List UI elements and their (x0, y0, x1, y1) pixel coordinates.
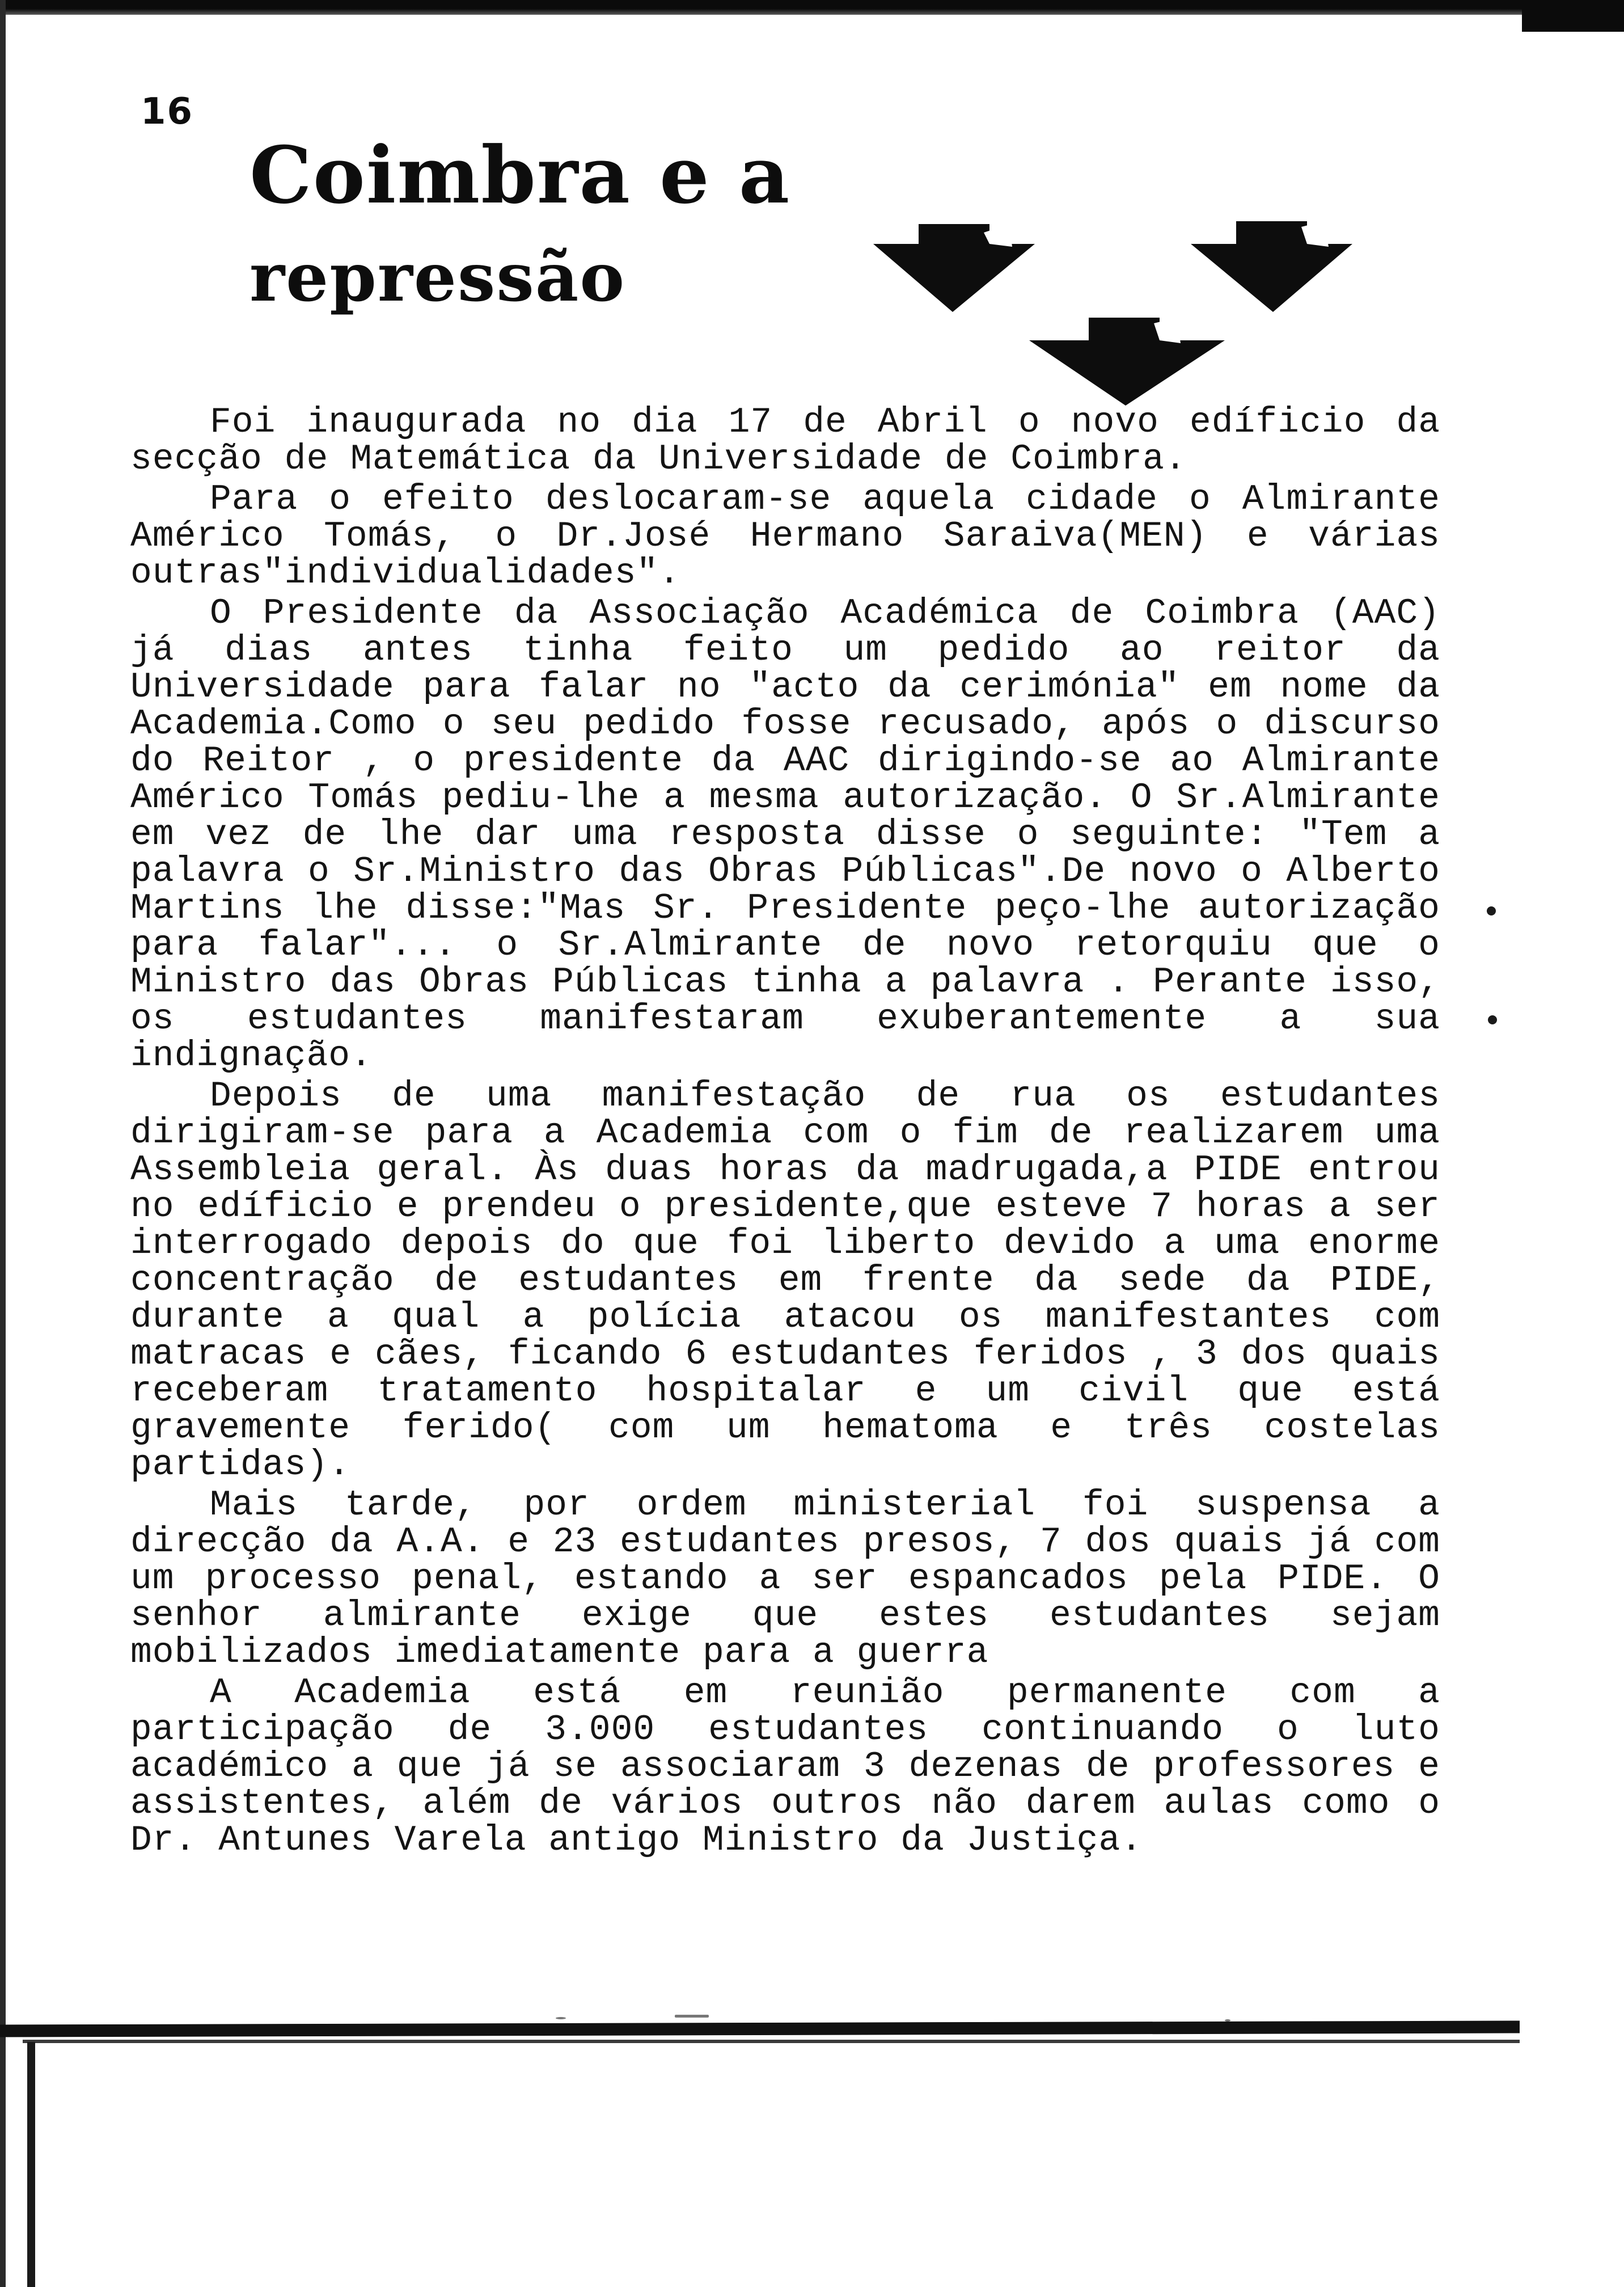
scan-border-top (0, 0, 1624, 15)
paragraph: Para o efeito deslocaram-se aquela cidade o Almirante Américo Tomás, o Dr.José Hermano Saraiva(MEN) e várias outras"individualidades". (130, 479, 1440, 593)
bottom-rule (0, 2020, 1520, 2037)
downward-arrow-icon (1188, 218, 1358, 318)
title-line-1: Coimbra e a (249, 129, 791, 221)
scan-border-bottom-left (27, 2042, 35, 2287)
paragraph: Foi inaugurada no dia 17 de Abril o novo edíficio da secção de Matemática da Universidade de Coimbra. (130, 402, 1440, 479)
bottom-rule-shadow (23, 2040, 1520, 2043)
article-title (249, 129, 791, 317)
page-number: 16 (141, 91, 194, 133)
margin-dot (1488, 1015, 1497, 1024)
downward-arrow-icon (868, 221, 1038, 318)
scan-speck (556, 2017, 566, 2019)
title-line-2: repressão (249, 238, 626, 317)
paragraph: A Academia está em reunião permanente com a participação de 3.000 estudantes continuando o luto académico a que já se associaram 3 dezenas de professores e assistentes, além de vários outros não darem aulas como o Dr. Antunes Varela antigo Ministro da Justiça. (130, 1673, 1440, 1860)
scan-speck (675, 2015, 709, 2018)
paragraph: O Presidente da Associação Académica de Coimbra (AAC) já dias antes tinha feito um pedido ao reitor da Universidade para falar no "acto da cerimónia" em nome da Academia.Como o seu pedido fosse recusado, após o discurso do Reitor , o presidente da AAC dirigindo-se ao Almirante Américo Tomás pediu-lhe a mesma autorização. O Sr.Almirante em vez de lhe dar uma resposta disse o seguinte: "Tem a palavra o Sr.Ministro das Obras Públicas".De novo o Alberto Martins lhe disse:"Mas Sr. Presidente peço-lhe autorização para falar"... o Sr.Almirante de novo retorquiu que o Ministro das Obras Públicas tinha a palavra . Perante isso, os estudantes manifestaram exuberantemente a sua indignação. (130, 593, 1440, 1076)
paragraph: Mais tarde, por ordem ministerial foi suspensa a direcção da A.A. e 23 estudantes presos, 7 dos quais já com um processo penal, estando a ser espancados pela PIDE. O senhor almirante exige que estes estudantes sejam mobilizados imediatamente para a guerra (130, 1485, 1440, 1673)
downward-arrow-icon (1026, 315, 1230, 408)
scan-border-corner (1522, 0, 1624, 32)
paragraph: Depois de uma manifestação de rua os estudantes dirigiram-se para a Academia com o fim de realizarem uma Assembleia geral. Às duas horas da madrugada,a PIDE entrou no edíficio e prendeu o presidente,que esteve 7 horas a ser interrogado depois do que foi liberto devido a uma enorme concentração de estudantes em frente da sede da PIDE, durante a qual a polícia atacou os manifestantes com matracas e cães, ficando 6 estudantes feridos , 3 dos quais receberam tratamento hospitalar e um civil que está gravemente ferido( com um hematoma e três costelas partidas). (130, 1076, 1440, 1485)
margin-dot (1487, 906, 1496, 915)
article-body (130, 404, 1440, 1862)
scan-border-left (0, 0, 6, 2287)
